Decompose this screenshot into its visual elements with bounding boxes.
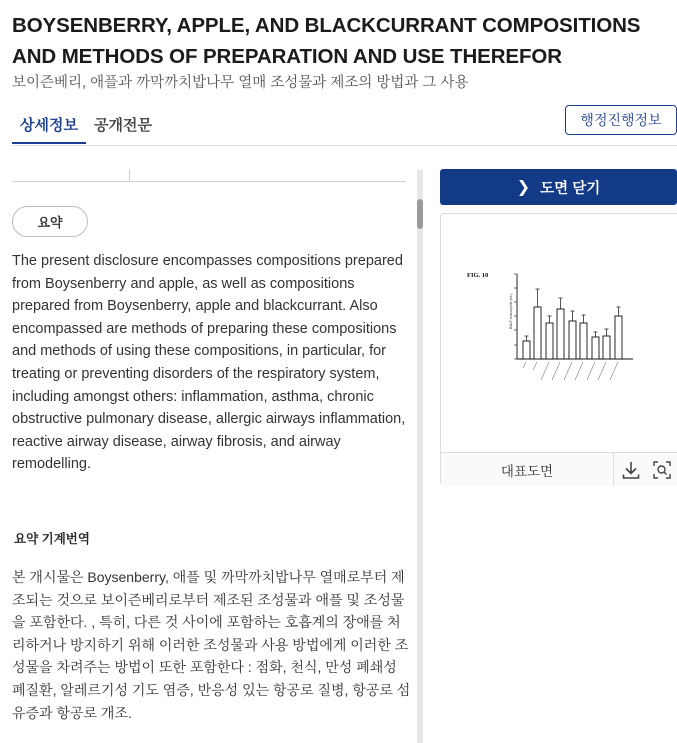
zoom-icon[interactable] [651, 459, 673, 481]
figure-y-axis-label: BALF eosinophils (mL) [509, 293, 513, 329]
tab-full-text[interactable]: 공개전문 [93, 117, 152, 134]
patent-title: BOYSENBERRY, APPLE, AND BLACKCURRANT COMPOSITIONS AND METHODS OF PREPARATION AND USE THEREFOR [12, 14, 641, 68]
footer-separator [613, 453, 614, 486]
figure-footer [441, 452, 677, 486]
content-scrollbar-track[interactable] [417, 170, 423, 743]
representative-figure-card [440, 213, 677, 485]
close-drawings-label: 도면 닫기 [540, 180, 601, 197]
figure-caption: FIG. 10 [467, 272, 489, 279]
section-divider-tick [129, 170, 130, 181]
admin-progress-button[interactable]: 행정진행정보 [565, 105, 677, 135]
tab-bar [12, 104, 160, 144]
abstract-text: The present disclosure encompasses compositions prepared from Boysenberry and apple, as well as compositions prepared from Boysenberry, apple and blackcurrant. Also encompassed are methods of preparing these compositions and methods of using these compositions, in particular, for treating or preventing disorders of the respiratory system, including amongst others: inflammation, asthma, chronic obstructive pulmonary disease, allergic airways inflammation, reactive airway disease, airway fibrosis, and airway remodelling. [12, 253, 406, 473]
content-scrollbar-thumb[interactable] [417, 199, 423, 229]
section-divider [12, 181, 406, 182]
machine-translation-heading: 요약 기계번역 [14, 532, 90, 546]
representative-figure-label: 대표도면 [500, 463, 554, 479]
chevron-right-icon: ❯ [516, 179, 531, 196]
machine-translation-text: 본 개시물은 Boysenberry, 애플 및 까막까치밥나무 열매로부터 제조되는 것으로 보이즌베리로부터 제조된 조성물과 애플 및 조성물을 포함한다. , 특히, 다른 것 사이에 포함하는 호흡계의 장애를 처리하거나 방지하기 위해 이러한 조성물과 사용 방법에게 이러한 조성물을 차려주는 방법이 또한 포함한다 : 점화, 천식, 만성 폐쇄성 폐질환, 알레르기성 기도 염증, 반응성 있는 항공로 질병, 항공로 섬유증과 항공로 개조. [12, 569, 411, 721]
download-icon[interactable] [620, 459, 642, 481]
tab-details[interactable]: 상세정보 [12, 104, 86, 144]
patent-subtitle-korean: 보이즌베리, 애플과 까막까치밥나무 열매 조성물과 제조의 방법과 그 사용 [12, 75, 469, 91]
representative-figure-image[interactable] [453, 249, 663, 414]
tabs-divider [12, 145, 677, 146]
abstract-badge: 요약 [12, 206, 88, 237]
close-drawings-button[interactable] [440, 169, 677, 205]
